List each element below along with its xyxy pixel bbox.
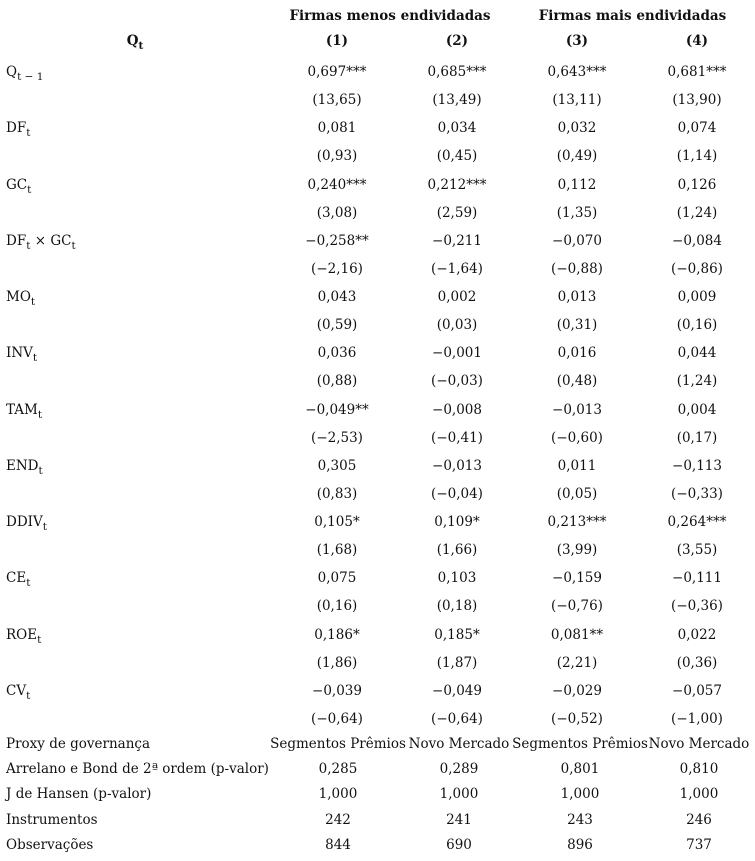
t-stat-cell: (1,35) bbox=[556, 204, 598, 221]
coef-cell: 0,697*** bbox=[307, 64, 367, 80]
coef-row bbox=[0, 402, 755, 424]
coef-row bbox=[0, 627, 755, 649]
footer-cell: 1,000 bbox=[439, 786, 479, 803]
column-header-4: (4) bbox=[685, 33, 709, 49]
coef-cell: −0,029 bbox=[552, 682, 602, 699]
t-stat-cell: (0,16) bbox=[676, 317, 718, 334]
t-stat-row bbox=[0, 92, 755, 114]
footer-row bbox=[0, 812, 755, 834]
coef-cell: 0,002 bbox=[437, 289, 477, 306]
t-stat-cell: (3,99) bbox=[556, 542, 598, 559]
t-stat-cell: (−0,03) bbox=[431, 373, 483, 390]
coef-cell: 0,264*** bbox=[667, 514, 727, 531]
footer-cell: Novo Mercado bbox=[408, 736, 510, 752]
t-stat-cell: (0,16) bbox=[316, 598, 358, 615]
coef-cell: 0,126 bbox=[677, 176, 717, 193]
t-stat-cell: (0,49) bbox=[556, 148, 598, 165]
coef-cell: 0,081** bbox=[550, 626, 604, 643]
footer-cell: 690 bbox=[446, 836, 472, 853]
t-stat-row bbox=[0, 486, 755, 508]
t-stat-cell: (0,36) bbox=[676, 654, 718, 671]
t-stat-cell: (1,24) bbox=[676, 204, 718, 221]
t-stat-row bbox=[0, 373, 755, 395]
group-header-less-indebted: Firmas menos endividadas bbox=[289, 8, 491, 24]
coef-cell: 0,213*** bbox=[547, 514, 607, 531]
footer-cell: 1,000 bbox=[679, 786, 719, 803]
coef-cell: −0,013 bbox=[552, 401, 602, 418]
t-stat-cell: (−0,52) bbox=[551, 710, 603, 727]
coef-cell: 0,011 bbox=[557, 457, 597, 474]
coef-row bbox=[0, 683, 755, 705]
footer-cell: 241 bbox=[446, 811, 472, 828]
t-stat-cell: (1,68) bbox=[316, 542, 358, 559]
footer-cell: 896 bbox=[567, 836, 593, 853]
t-stat-cell: (−0,76) bbox=[551, 598, 603, 615]
coef-cell: 0,043 bbox=[317, 289, 357, 306]
footer-cell: 737 bbox=[686, 836, 712, 853]
t-stat-cell: (2,59) bbox=[436, 204, 478, 221]
coef-cell: −0,008 bbox=[432, 401, 482, 418]
t-stat-row bbox=[0, 655, 755, 677]
coef-cell: 0,240*** bbox=[307, 176, 367, 193]
coef-cell: 0,305 bbox=[317, 457, 357, 474]
footer-cell: Segmentos Prêmios bbox=[270, 736, 406, 752]
coef-cell: 0,044 bbox=[677, 345, 717, 362]
group-header-more-indebted: Firmas mais endividadas bbox=[538, 8, 727, 24]
coef-cell: −0,001 bbox=[432, 345, 482, 362]
coef-cell: −0,211 bbox=[432, 232, 482, 249]
t-stat-cell: (−0,88) bbox=[551, 260, 603, 277]
coef-cell: 0,109* bbox=[434, 514, 480, 531]
t-stat-cell: (3,55) bbox=[676, 542, 718, 559]
footer-row bbox=[0, 786, 755, 808]
t-stat-cell: (−0,86) bbox=[671, 260, 723, 277]
column-header-row bbox=[0, 33, 755, 55]
footer-cell: 246 bbox=[686, 811, 712, 828]
t-stat-row bbox=[0, 205, 755, 227]
t-stat-cell: (−0,04) bbox=[431, 485, 483, 502]
t-stat-cell: (0,83) bbox=[316, 485, 358, 502]
coef-cell: 0,032 bbox=[557, 120, 597, 137]
coef-row bbox=[0, 64, 755, 86]
footer-cell: 1,000 bbox=[560, 786, 600, 803]
coef-cell: 0,009 bbox=[677, 289, 717, 306]
t-stat-cell: (0,17) bbox=[676, 429, 718, 446]
coef-cell: −0,070 bbox=[552, 232, 602, 249]
t-stat-cell: (1,14) bbox=[676, 148, 718, 165]
coef-row bbox=[0, 177, 755, 199]
variable-label: $DF_t$ bbox=[6, 120, 31, 140]
footer-cell: 844 bbox=[325, 836, 351, 853]
dependent-variable: $Q_t$ bbox=[126, 33, 144, 52]
t-stat-cell: (−1,00) bbox=[671, 710, 723, 727]
coef-cell: −0,159 bbox=[552, 570, 602, 587]
t-stat-cell: (13,49) bbox=[432, 92, 482, 109]
t-stat-cell: (2,21) bbox=[556, 654, 598, 671]
coef-row bbox=[0, 120, 755, 142]
footer-cell: 0,810 bbox=[679, 761, 719, 778]
coef-cell: −0,111 bbox=[672, 570, 722, 587]
coef-cell: −0,039 bbox=[312, 682, 362, 699]
footer-row bbox=[0, 761, 755, 783]
variable-label: $CV_t$ bbox=[6, 682, 31, 702]
footer-cell: 0,801 bbox=[560, 761, 600, 778]
t-stat-cell: (−1,64) bbox=[431, 260, 483, 277]
t-stat-cell: (0,48) bbox=[556, 373, 598, 390]
t-stat-cell: (0,93) bbox=[316, 148, 358, 165]
coef-cell: 0,212*** bbox=[427, 176, 487, 193]
column-header-1: (1) bbox=[325, 33, 349, 49]
variable-label: $GC_t$ bbox=[6, 176, 32, 196]
column-header-2: (2) bbox=[445, 33, 469, 49]
t-stat-cell: (−0,60) bbox=[551, 429, 603, 446]
coef-cell: −0,013 bbox=[432, 457, 482, 474]
t-stat-row bbox=[0, 542, 755, 564]
coef-cell: 0,075 bbox=[317, 570, 357, 587]
footer-cell: Segmentos Prêmios bbox=[512, 736, 648, 752]
coef-cell: 0,022 bbox=[677, 626, 717, 643]
t-stat-cell: (−0,64) bbox=[431, 710, 483, 727]
coef-cell: 0,643*** bbox=[547, 64, 607, 80]
coef-cell: −0,084 bbox=[672, 232, 722, 249]
variable-label: $DDIV_t$ bbox=[6, 514, 47, 534]
t-stat-cell: (−0,41) bbox=[431, 429, 483, 446]
t-stat-cell: (13,90) bbox=[672, 92, 722, 109]
coef-row bbox=[0, 514, 755, 536]
variable-label: $DF_t \times GC_t$ bbox=[6, 232, 76, 252]
variable-label: $TAM_t$ bbox=[6, 401, 43, 421]
t-stat-cell: (−2,53) bbox=[311, 429, 363, 446]
footer-label: J de Hansen (p-valor) bbox=[6, 786, 152, 803]
t-stat-cell: (1,24) bbox=[676, 373, 718, 390]
coef-row bbox=[0, 458, 755, 480]
coef-row bbox=[0, 570, 755, 592]
footer-row bbox=[0, 736, 755, 758]
coef-cell: 0,186* bbox=[314, 626, 360, 643]
coef-row bbox=[0, 289, 755, 311]
t-stat-row bbox=[0, 148, 755, 170]
column-header-3: (3) bbox=[565, 33, 589, 49]
t-stat-row bbox=[0, 317, 755, 339]
variable-label: $END_t$ bbox=[6, 457, 43, 477]
coef-cell: 0,036 bbox=[317, 345, 357, 362]
coef-cell: −0,057 bbox=[672, 682, 722, 699]
footer-cell: 242 bbox=[325, 811, 351, 828]
t-stat-row bbox=[0, 711, 755, 733]
coef-cell: 0,105* bbox=[314, 514, 360, 531]
footer-cell: 0,289 bbox=[439, 761, 479, 778]
coef-cell: −0,049 bbox=[432, 682, 482, 699]
variable-label: $CE_t$ bbox=[6, 570, 31, 590]
coef-row bbox=[0, 345, 755, 367]
coef-cell: 0,103 bbox=[437, 570, 477, 587]
coef-cell: −0,258** bbox=[305, 232, 369, 249]
footer-label: Proxy de governança bbox=[6, 736, 151, 752]
t-stat-cell: (13,65) bbox=[312, 92, 362, 109]
coef-row bbox=[0, 233, 755, 255]
t-stat-cell: (0,03) bbox=[436, 317, 478, 334]
coef-cell: 0,074 bbox=[677, 120, 717, 137]
footer-cell: 1,000 bbox=[318, 786, 358, 803]
t-stat-cell: (−0,36) bbox=[671, 598, 723, 615]
coef-cell: −0,113 bbox=[672, 457, 722, 474]
t-stat-cell: (−0,64) bbox=[311, 710, 363, 727]
coef-cell: 0,081 bbox=[317, 120, 357, 137]
t-stat-cell: (13,11) bbox=[552, 92, 602, 109]
t-stat-cell: (0,88) bbox=[316, 373, 358, 390]
t-stat-cell: (1,86) bbox=[316, 654, 358, 671]
variable-label: $Q_{t - 1}$ bbox=[6, 64, 44, 83]
t-stat-row bbox=[0, 430, 755, 452]
variable-label: $MO_t$ bbox=[6, 289, 36, 309]
coef-cell: 0,016 bbox=[557, 345, 597, 362]
footer-cell: 243 bbox=[567, 811, 593, 828]
t-stat-cell: (3,08) bbox=[316, 204, 358, 221]
t-stat-cell: (0,31) bbox=[556, 317, 598, 334]
t-stat-cell: (1,87) bbox=[436, 654, 478, 671]
coef-cell: −0,049** bbox=[305, 401, 369, 418]
footer-label: Observações bbox=[6, 836, 94, 853]
t-stat-row bbox=[0, 598, 755, 620]
coef-cell: 0,685*** bbox=[427, 64, 487, 80]
footer-row bbox=[0, 837, 755, 859]
t-stat-cell: (0,59) bbox=[316, 317, 358, 334]
footer-cell: Novo Mercado bbox=[648, 736, 750, 752]
footer-cell: 0,285 bbox=[318, 761, 358, 778]
t-stat-cell: (1,66) bbox=[436, 542, 478, 559]
t-stat-cell: (0,45) bbox=[436, 148, 478, 165]
t-stat-row bbox=[0, 261, 755, 283]
variable-label: $ROE_t$ bbox=[6, 626, 42, 646]
variable-label: $INV_t$ bbox=[6, 345, 38, 365]
footer-label: Instrumentos bbox=[6, 811, 98, 828]
footer-label: Arrelano e Bond de 2ª ordem (p-valor) bbox=[6, 761, 269, 778]
coef-cell: 0,681*** bbox=[667, 64, 727, 80]
coef-cell: 0,185* bbox=[434, 626, 480, 643]
t-stat-cell: (0,05) bbox=[556, 485, 598, 502]
coef-cell: 0,112 bbox=[557, 176, 597, 193]
coef-cell: 0,004 bbox=[677, 401, 717, 418]
t-stat-cell: (0,18) bbox=[436, 598, 478, 615]
coef-cell: 0,013 bbox=[557, 289, 597, 306]
coef-cell: 0,034 bbox=[437, 120, 477, 137]
t-stat-cell: (−2,16) bbox=[311, 260, 363, 277]
t-stat-cell: (−0,33) bbox=[671, 485, 723, 502]
